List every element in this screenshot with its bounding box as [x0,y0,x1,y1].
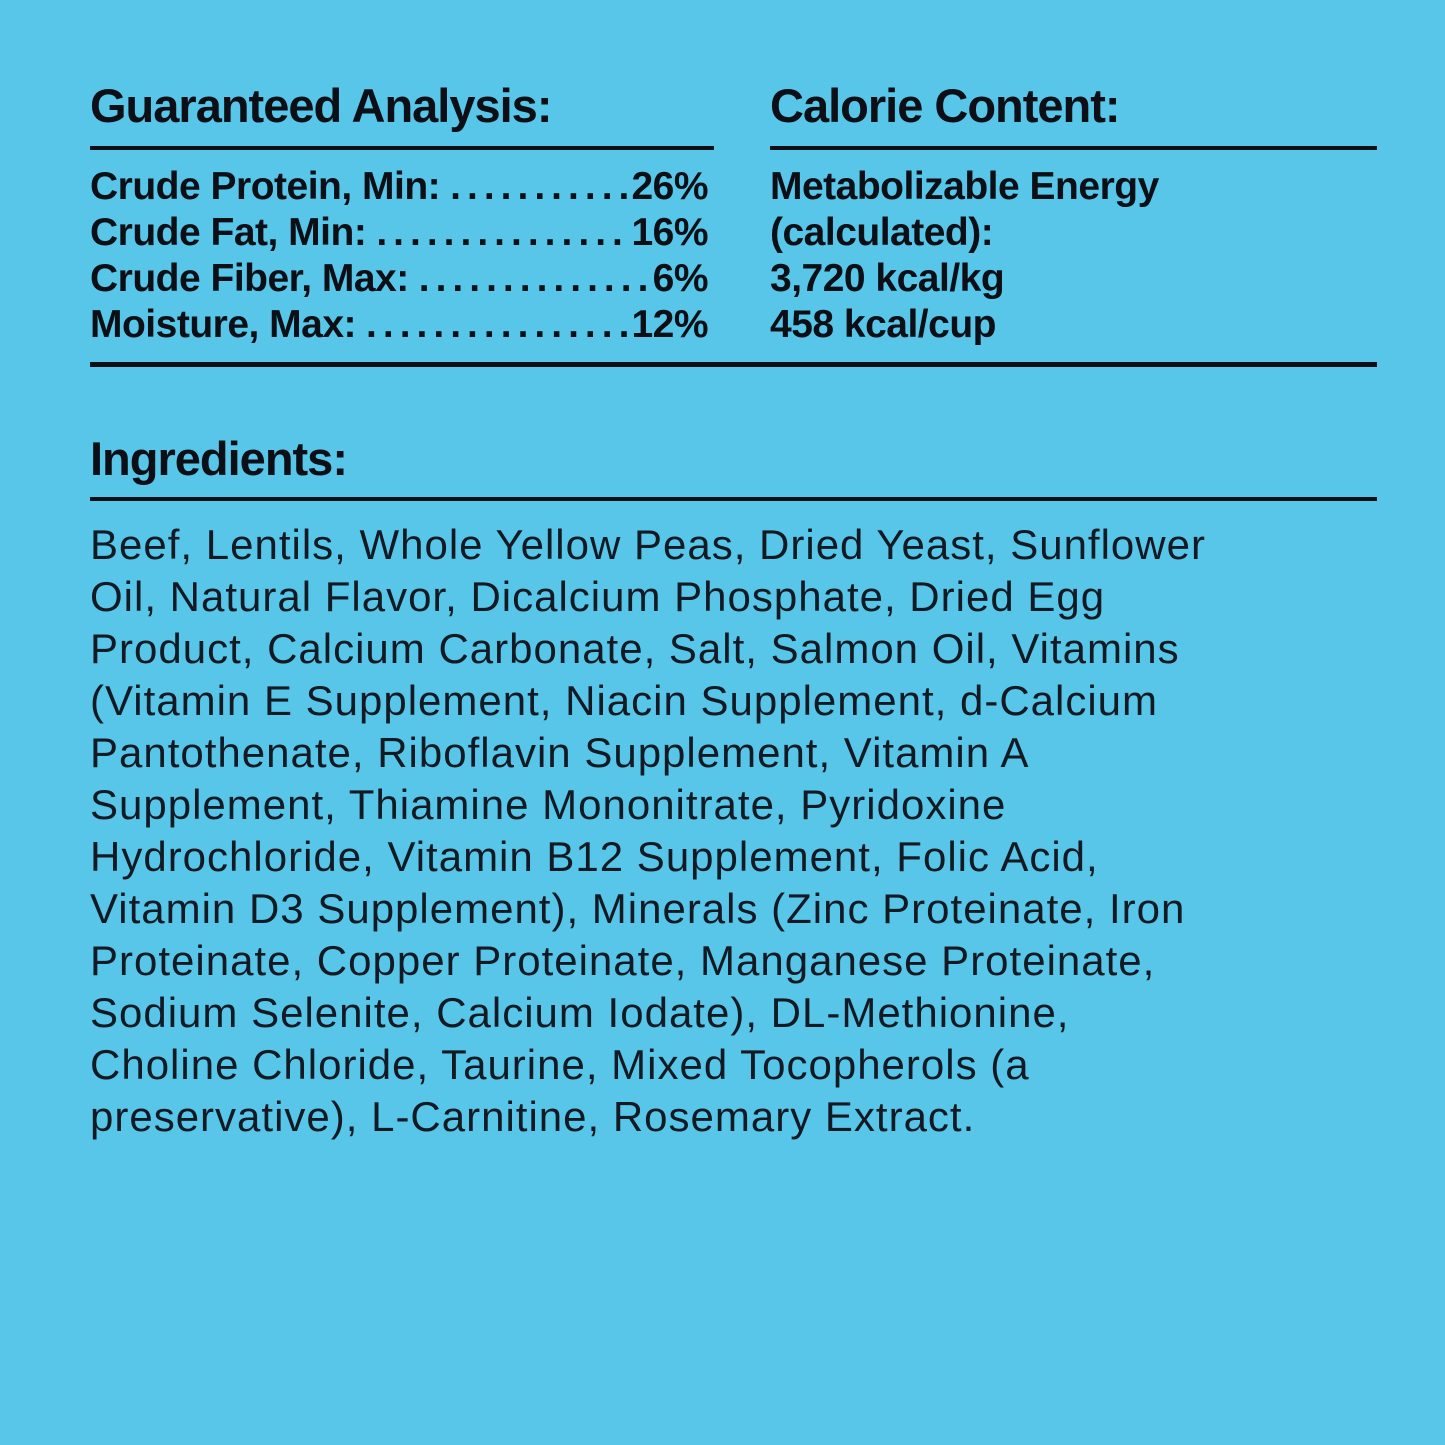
calorie-content-underline [770,146,1377,150]
guaranteed-analysis-underline [90,146,714,150]
calorie-content-line: (calculated): [770,211,994,254]
guaranteed-analysis-table [90,164,708,348]
analysis-row-value: 16% [631,211,708,254]
ingredients-text-line: Pantothenate, Riboflavin Supplement, Vitamin A [90,729,1030,776]
calorie-content-line: 3,720 kcal/kg [770,257,1005,300]
calorie-content-lines [770,164,1377,348]
ingredients-text [90,519,1390,1143]
analysis-row-value: 6% [652,257,708,300]
analysis-row-label: Moisture, Max: [90,303,357,346]
calorie-content-line: Metabolizable Energy [770,165,1159,208]
ingredients-text-line: Oil, Natural Flavor, Dicalcium Phosphate, Dried Egg [90,573,1106,620]
ingredients-text-line: Supplement, Thiamine Mononitrate, Pyridoxine [90,781,1007,828]
analysis-row-label: Crude Fiber, Max: [90,257,409,300]
analysis-row [90,302,708,348]
ingredients-title: Ingredients: [90,432,347,485]
ingredients-text-line: Vitamin D3 Supplement), Minerals (Zinc Proteinate, Iron [90,885,1186,932]
calorie-content-line: 458 kcal/cup [770,303,996,346]
analysis-row [90,210,708,256]
ingredients-text-line: Product, Calcium Carbonate, Salt, Salmon Oil, Vitamins [90,625,1180,672]
guaranteed-analysis-title: Guaranteed Analysis: [90,79,552,132]
dot-leader [409,256,653,302]
dot-leader [356,302,631,348]
analysis-row-label: Crude Fat, Min: [90,211,367,254]
section-divider-rule [90,362,1377,367]
ingredients-text-line: Sodium Selenite, Calcium Iodate), DL-Methionine, [90,989,1070,1036]
ingredients-text-line: Beef, Lentils, Whole Yellow Peas, Dried Yeast, Sunflower [90,521,1206,568]
calorie-content-title: Calorie Content: [770,79,1120,132]
ingredients-underline [90,497,1377,501]
analysis-row [90,164,708,210]
dot-leader [440,164,631,210]
analysis-row-label: Crude Protein, Min: [90,165,441,208]
analysis-row-value: 12% [631,303,708,346]
analysis-row [90,256,708,302]
ingredients-text-line: Hydrochloride, Vitamin B12 Supplement, Folic Acid, [90,833,1099,880]
dot-leader [366,210,631,256]
ingredients-text-line: preservative), L-Carnitine, Rosemary Extract. [90,1093,976,1140]
ingredients-text-line: (Vitamin E Supplement, Niacin Supplement, d-Calcium [90,677,1159,724]
ingredients-text-line: Choline Chloride, Taurine, Mixed Tocopherols (a [90,1041,1030,1088]
analysis-row-value: 26% [631,165,708,208]
ingredients-text-line: Proteinate, Copper Proteinate, Manganese Proteinate, [90,937,1156,984]
